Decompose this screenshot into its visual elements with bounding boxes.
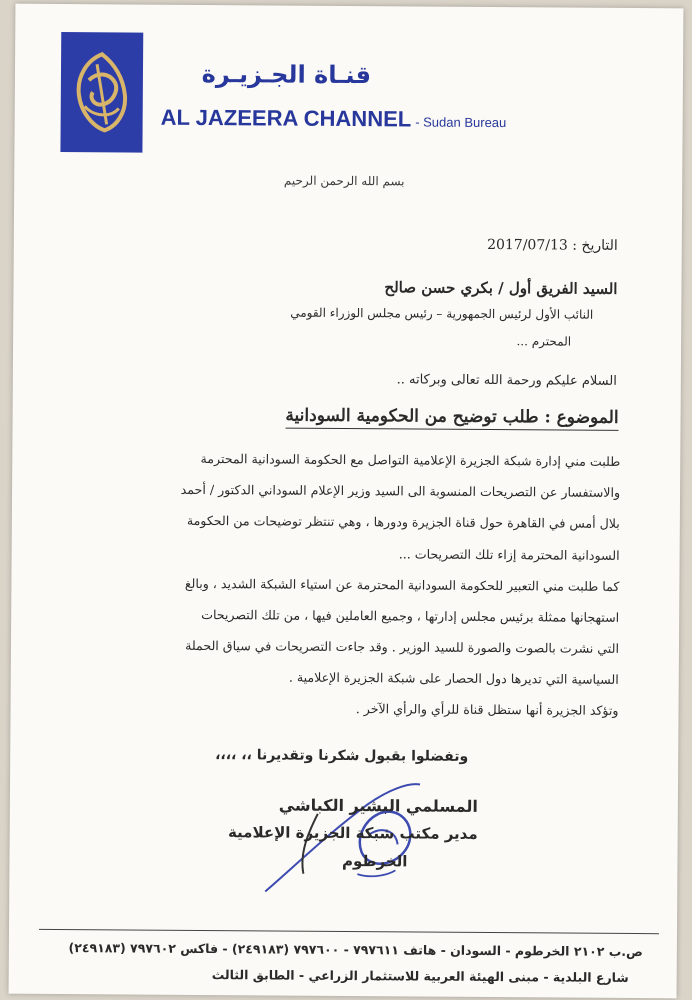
signatory-title: مدير مكتب شبكة الجزيرة الإعلامية: [227, 823, 478, 843]
honorific: المحترم ...: [516, 334, 572, 349]
body-line: طلبت مني إدارة شبكة الجزيرة الإعلامية التواصل مع الحكومة السودانية المحترمة: [200, 450, 621, 469]
signatory-name: المسلمي البشير الكباشي: [278, 795, 478, 816]
brand-name: AL JAZEERA CHANNEL: [160, 104, 412, 132]
signatory-city: الخرطوم: [341, 851, 408, 871]
body-line: والاستفسار عن التصريحات المنسوبة الى السيد وزير الإعلام السوداني الدكتور / أحمد: [180, 481, 621, 500]
body-line: التي نشرت بالصوت والصورة للسيد الوزير . وقد جاءت التصريحات في سياق الحملة: [185, 637, 620, 656]
footer-contact: ص.ب ٢١٠٢ الخرطوم - السودان - هاتف ٧٩٧٦١١ - ٧٩٧٦٠٠ (٢٤٩١٨٣) - فاكس ٧٩٧٦٠٢ (٢٤٩١٨٣): [68, 940, 643, 960]
calligraphy-logo-icon: [67, 50, 138, 134]
footer-divider: [39, 929, 659, 934]
date-row: [487, 237, 618, 254]
subject-line: الموضوع : طلب توضيح من الحكومية السودانية: [285, 406, 618, 431]
greeting: السلام عليكم ورحمة الله تعالى وبركاته ..: [396, 372, 617, 389]
body-line: استهجانها ممثلة برئيس مجلس إدارتها ، وجميع العاملين فيها ، من تلك التصريحات: [201, 606, 620, 625]
brand-bureau: - Sudan Bureau: [415, 114, 507, 131]
letter-page: [9, 4, 684, 999]
addressee: السيد الفريق أول / بكري حسن صالح: [384, 278, 618, 298]
date-label: التاريخ :: [572, 237, 618, 254]
body-line: السياسية التي تديرها دول الحصار على شبكة الجزيرة الإعلامية .: [288, 669, 619, 687]
closing-line: وتفضلوا بقبول شكرنا وتقديرنا ،، ،،،،: [215, 747, 469, 765]
brand-english: [161, 105, 507, 133]
body-line: السودانية المحترمة إزاء تلك التصريحات ...: [398, 546, 620, 563]
body-line: بلال أمس في القاهرة حول قناة الجزيرة ودورها ، وهي تنتظر توضيحات من الحكومة: [186, 512, 620, 531]
basmala: بسم الله الرحمن الرحيم: [283, 173, 405, 189]
addressee-title: النائب الأول لرئيس الجمهورية – رئيس مجلس الوزراء القومي: [290, 305, 594, 322]
body-line: وتؤكد الجزيرة أنها ستظل قناة للرأي والرأي الآخر .: [355, 701, 619, 718]
date-value: 2017/07/13: [487, 236, 568, 254]
footer-address: شارع البلدية - مبنى الهيئة العربية للاستثمار الزراعي - الطابق الثالث: [211, 967, 629, 985]
al-jazeera-logo: [60, 32, 143, 153]
body-line: كما طلبت مني التعبير للحكومة السودانية المحترمة عن استياء الشبكة الشديد ، وبالغ: [184, 575, 620, 594]
brand-arabic: قنـاة الجـزيـرة: [201, 59, 372, 90]
